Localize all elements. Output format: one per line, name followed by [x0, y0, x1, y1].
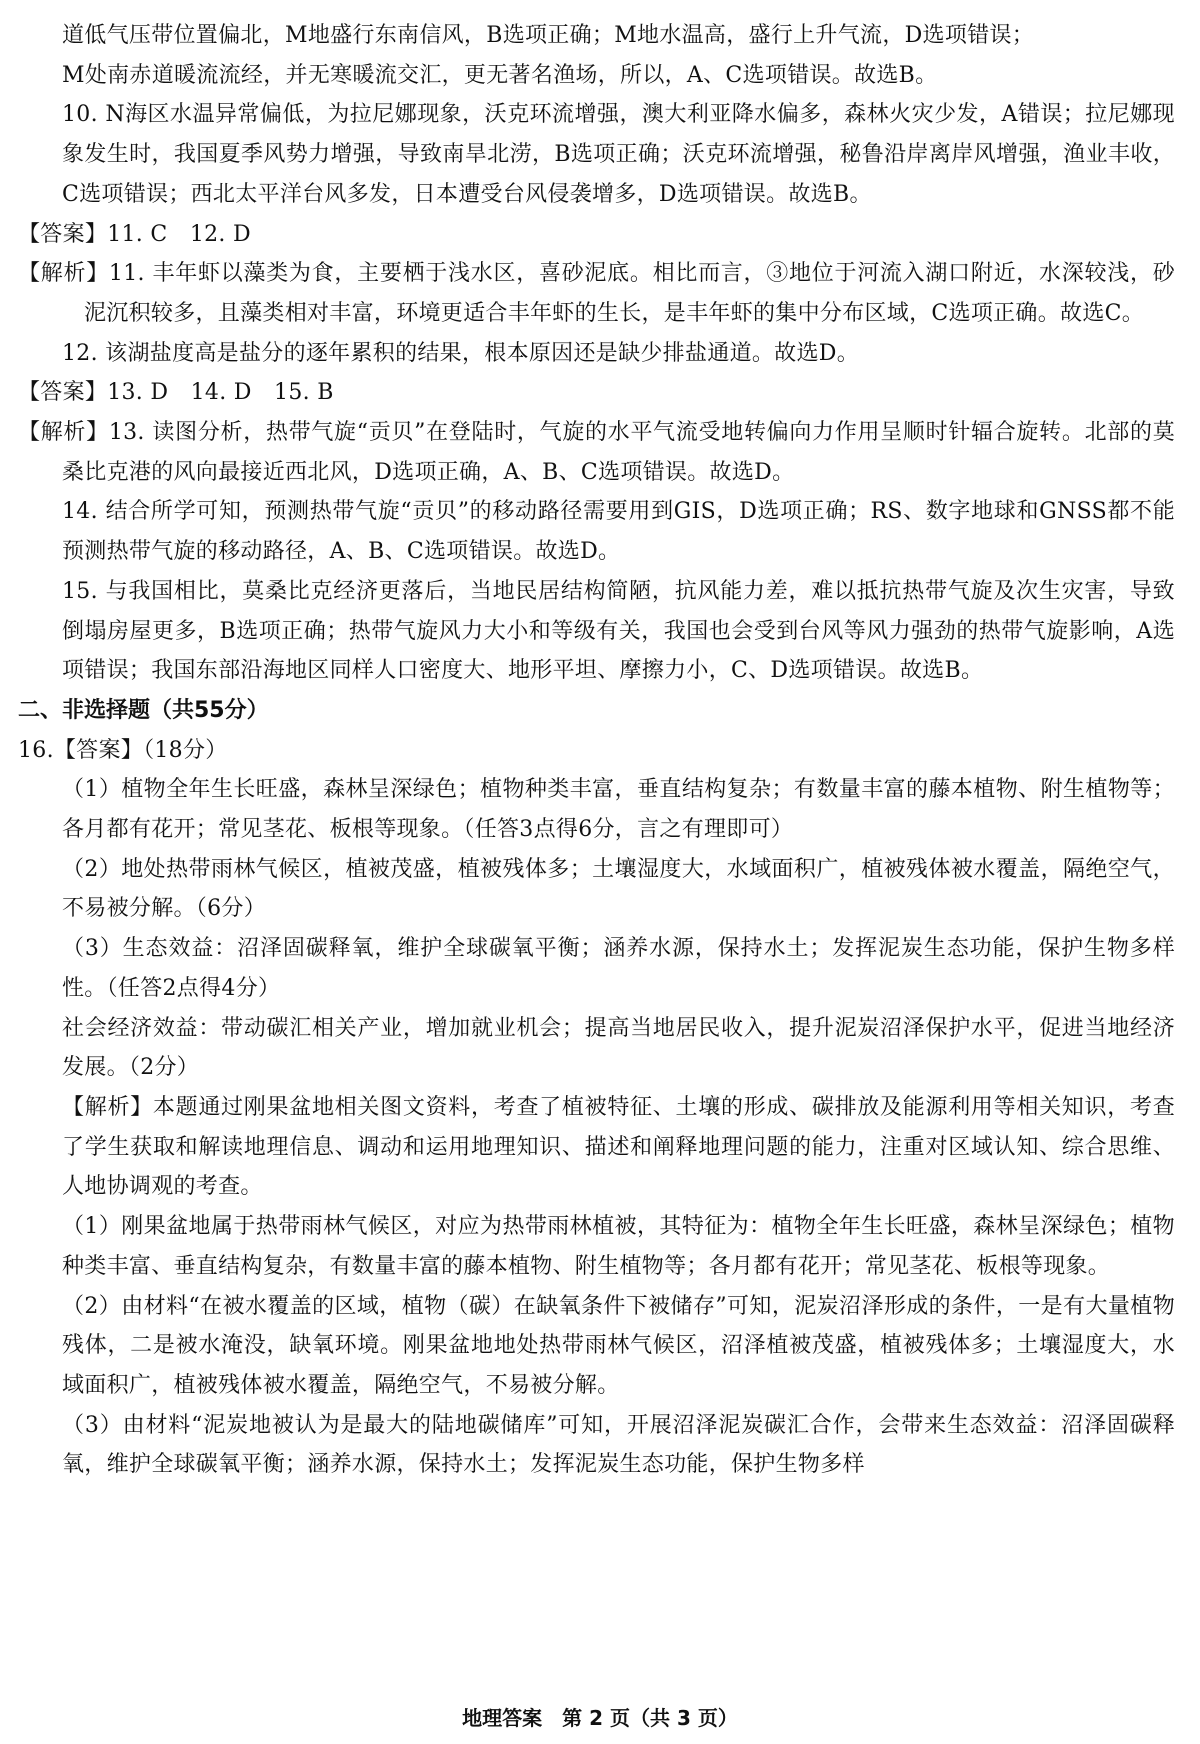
text-line: 道低气压带位置偏北，M地盛行东南信风，B选项正确；M地水温高，盛行上升气流，D选项错误；: [62, 23, 1035, 48]
text-line: M处南赤道暖流流经，并无寒暖流交汇，更无著名渔场，所以，A、C选项错误。故选B。: [62, 62, 938, 88]
solution-16-part3: （3）由材料“泥炭地被认为是最大的陆地碳储库”可知，开展沼泽泥炭碳汇合作，会带来生态效益：沼泽固碳释氧，维护全球碳氧平衡；涵养水源，保持水土；发挥泥炭生态功能，保护生物多样: [62, 1412, 1175, 1478]
answer-key-11-12: 【答案】11. C 12. D: [18, 221, 251, 247]
answer-16-part1: （1）植物全年生长旺盛，森林呈深绿色；植物种类丰富，垂直结构复杂；有数量丰富的藤本植物、附生植物等；各月都有花开；常见茎花、板根等现象。（任答3点得6分，言之有理即可）: [62, 777, 1175, 843]
answer-10: 10. N海区水温异常偏低，为拉尼娜现象，沃克环流增强，澳大利亚降水偏多，森林火灾少发，A错误；拉尼娜现象发生时，我国夏季风势力增强，导致南旱北涝，B选项正确；沃克环流增强，秘鲁沿岸离岸风增强，渔业丰收，C选项错误；西北太平洋台风多发，日本遭受台风侵袭增多，D选项错误。故选B。: [62, 102, 1175, 207]
solution-15: 15. 与我国相比，莫桑比克经济更落后，当地民居结构简陋，抗风能力差，难以抵抗热带气旋及次生灾害，导致倒塌房屋更多，B选项正确；热带气旋风力大小和等级有关，我国也会受到台风等风力强劲的热带气旋影响，A选项错误；我国东部沿海地区同样人口密度大、地形平坦、摩擦力小，C、D选项错误。故选B。: [62, 578, 1175, 684]
answer-16-part3: （3）生态效益：沼泽固碳释氧，维护全球碳氧平衡；涵养水源，保持水土；发挥泥炭生态功能，保护生物多样性。（任答2点得4分）: [62, 936, 1175, 1001]
question-16-heading: 16.【答案】（18分）: [18, 737, 228, 763]
solution-16-part1: （1）刚果盆地属于热带雨林气候区，对应为热带雨林植被，其特征为：植物全年生长旺盛，森林呈深绿色；植物种类丰富、垂直结构复杂，有数量丰富的藤本植物、附生植物等；各月都有花开；常见茎花、板根等现象。: [62, 1214, 1175, 1279]
answer-16-part2: （2）地处热带雨林气候区，植被茂盛，植被残体多；土壤湿度大，水域面积广，植被残体被水覆盖，隔绝空气，不易被分解。（6分）: [62, 856, 1175, 922]
section-heading: 二、非选择题（共55分）: [18, 697, 269, 723]
solution-14: 14. 结合所学可知，预测热带气旋“贡贝”的移动路径需要用到GIS，D选项正确；RS、数字地球和GNSS都不能预测热带气旋的移动路径，A、B、C选项错误。故选D。: [62, 499, 1175, 565]
page-footer: 地理答案 第 2 页（共 3 页）: [462, 1706, 738, 1730]
solution-12: 12. 该湖盐度高是盐分的逐年累积的结果，根本原因还是缺少排盐通道。故选D。: [62, 340, 860, 366]
solution-13: 【解析】13. 读图分析，热带气旋“贡贝”在登陆时，气旋的水平气流受地转偏向力作用呈顺时针辐合旋转。北部的莫桑比克港的风向最接近西北风，D选项正确，A、B、C选项错误。故选D。: [18, 420, 1175, 485]
solution-11: 【解析】11. 丰年虾以藻类为食，主要栖于浅水区，喜砂泥底。相比而言，③地位于河流入湖口附近，水深较浅，砂泥沉积较多，且藻类相对丰富，环境更适合丰年虾的生长，是丰年虾的集中分布区域，C选项正确。故选C。: [18, 261, 1175, 326]
answer-key-13-15: 【答案】13. D 14. D 15. B: [18, 380, 334, 406]
answer-content: [18, 16, 1175, 1485]
answer-16-part3b: 社会经济效益：带动碳汇相关产业，增加就业机会；提高当地居民收入，提升泥炭沼泽保护水平，促进当地经济发展。（2分）: [62, 1015, 1175, 1081]
solution-16: 【解析】本题通过刚果盆地相关图文资料，考查了植被特征、土壤的形成、碳排放及能源利用等相关知识，考查了学生获取和解读地理信息、调动和运用地理知识、描述和阐释地理问题的能力，注重对区域认知、综合思维、人地协调观的考查。: [62, 1094, 1175, 1200]
solution-16-part2: （2）由材料“在被水覆盖的区域，植物（碳）在缺氧条件下被储存”可知，泥炭沼泽形成的条件，一是有大量植物残体，二是被水淹没，缺氧环境。刚果盆地地处热带雨林气候区，沼泽植被茂盛，植被残体多；土壤湿度大，水域面积广，植被残体被水覆盖，隔绝空气，不易被分解。: [62, 1293, 1175, 1398]
